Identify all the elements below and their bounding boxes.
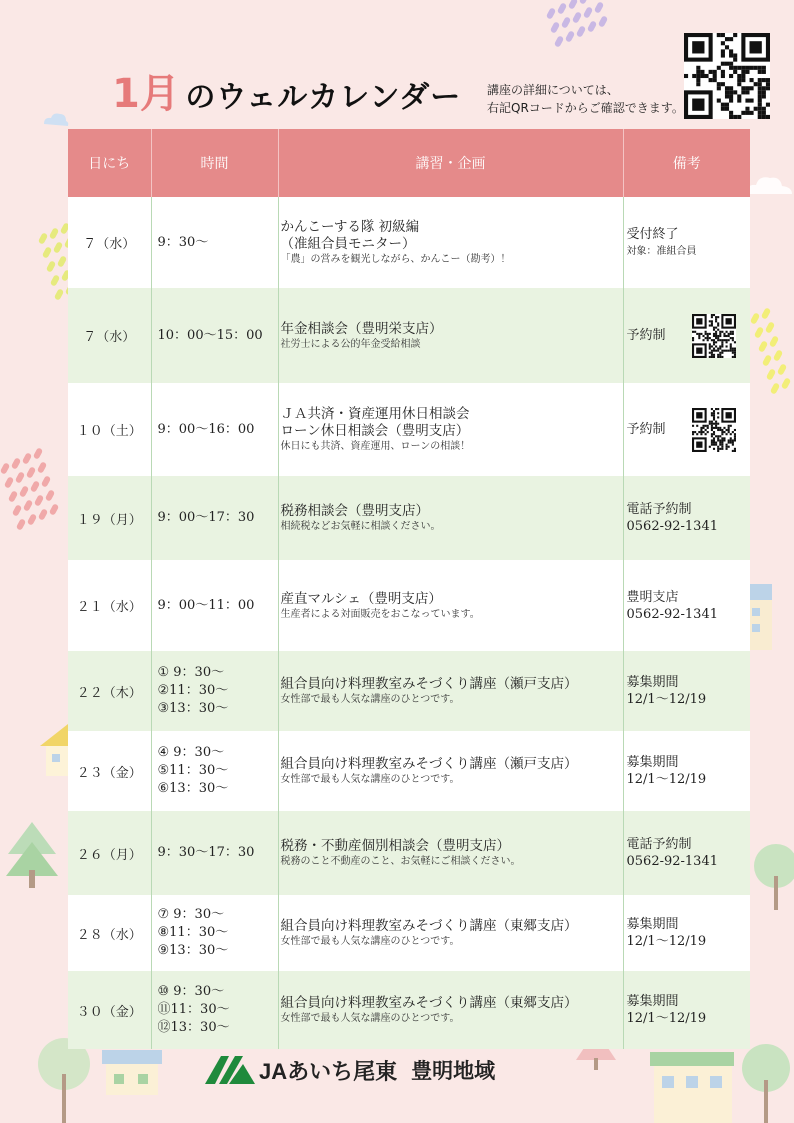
cell-event: [278, 383, 623, 476]
decorative-dot: [754, 326, 764, 339]
decorative-dot: [49, 503, 59, 516]
cell-event: [278, 197, 623, 288]
decorative-dot: [762, 354, 772, 367]
time-text: ⑩ 9：30～ ⑪11：30～ ⑫13：30～: [157, 984, 230, 1035]
note-sub: 12/1～12/19: [626, 772, 707, 787]
qr-code-icon[interactable]: [692, 314, 736, 358]
table-row: [68, 651, 750, 731]
decorative-dot: [557, 2, 567, 15]
decorative-dot: [30, 480, 40, 493]
time-text: 9：30～17：30: [157, 845, 255, 860]
decorative-dot: [770, 382, 780, 395]
event-title: 組合員向け料理教室みそづくり講座（東郷支店）: [280, 995, 578, 1011]
decorative-dot: [41, 475, 51, 488]
cell-event: [278, 288, 623, 383]
table-row: [68, 288, 750, 383]
decorative-dot: [16, 518, 26, 531]
decorative-dot: [54, 288, 64, 301]
qr-pattern: [692, 314, 736, 358]
cell-time: [151, 560, 278, 651]
decorative-dot: [594, 1, 604, 14]
decorative-dot: [750, 312, 760, 325]
time-text: 9：00～16：00: [157, 421, 255, 437]
decorative-dot: [568, 0, 578, 10]
ja-logo-icon: [205, 1054, 255, 1086]
table-row: [68, 476, 750, 560]
decorative-dot: [598, 15, 608, 28]
note-sub: 0562-92-1341: [626, 854, 718, 869]
decorative-dot: [546, 7, 556, 20]
event-title: 税務相談会（豊明支店）: [280, 503, 429, 519]
decorative-dot: [572, 11, 582, 24]
house-bottom-left-icon: [100, 1050, 164, 1095]
table-row: [68, 383, 750, 476]
decorative-dot: [587, 20, 597, 33]
time-text: 9：00～17：30: [157, 510, 255, 525]
decorative-dot: [27, 513, 37, 526]
time-text: 10：00～15：00: [157, 327, 263, 343]
decorative-dot: [4, 476, 14, 489]
event-title: 年金相談会（豊明栄支店）: [280, 320, 443, 337]
note-main: 予約制: [626, 328, 666, 343]
event-title: ＪＡ共済・資産運用休日相談会 ローン休日相談会（豊明支店）: [280, 406, 470, 439]
footer-region: 豊明地域: [411, 1059, 496, 1083]
calendar-table: [68, 129, 750, 1049]
time-text: ① 9：30～ ②11：30～ ③13：30～: [157, 665, 229, 716]
note-main: 募集期間: [626, 994, 679, 1009]
cell-event: [278, 560, 623, 651]
note-sub: 対象：准組合員: [626, 245, 697, 257]
table-row: [68, 811, 750, 895]
header-time: 時間: [151, 129, 278, 197]
title-month: 1月: [112, 71, 180, 117]
decorative-dot: [554, 35, 564, 48]
cell-day: ２３（金）: [68, 731, 151, 811]
tree-right-icon: [752, 842, 794, 912]
note-sub: 0562-92-1341: [626, 519, 718, 534]
note-main: 募集期間: [626, 755, 679, 770]
qr-note-line2: 右記QRコードからご確認できます。: [487, 101, 684, 115]
decorative-dot: [57, 255, 67, 268]
table-row: [68, 895, 750, 971]
cell-time: [151, 383, 278, 476]
footer-logo: [205, 1054, 495, 1086]
cell-time: [151, 811, 278, 895]
qr-code-icon[interactable]: [692, 408, 736, 452]
time-text: ④ 9：30～ ⑤11：30～ ⑥13：30～: [157, 745, 229, 796]
event-description: 「農」の営みを観光しながら、かんこー（勘考）！: [280, 254, 511, 265]
qr-code-icon[interactable]: [684, 33, 770, 119]
event-title: 税務・不動産個別相談会（豊明支店）: [280, 838, 510, 854]
decorative-dot: [769, 335, 779, 348]
decorative-dot: [53, 241, 63, 254]
cell-note: [623, 288, 750, 383]
event-description: 生産者による対面販売をおこなっています。: [280, 608, 480, 620]
cell-day: ２６（月）: [68, 811, 151, 895]
event-description: 女性部で最も人気な講座のひとつです。: [280, 936, 460, 947]
decorative-dot: [46, 260, 56, 273]
time-text: 9：30～: [157, 234, 209, 250]
note-main: 募集期間: [626, 917, 679, 932]
decorative-dot: [0, 462, 10, 475]
note-sub: 12/1～12/19: [626, 1011, 707, 1026]
decorative-dot: [765, 321, 775, 334]
header-event: 講習・企画: [278, 129, 623, 197]
table-row: [68, 731, 750, 811]
event-title: かんこーする隊 初級編 （准組合員モニター）: [280, 219, 420, 252]
cell-day: ３０（金）: [68, 971, 151, 1049]
tree-bottom-right-icon: [738, 1040, 794, 1123]
time-text: 9：00～11：00: [157, 597, 255, 613]
decorative-dot: [49, 227, 59, 240]
qr-note-line1: 講座の詳細については、: [487, 83, 619, 97]
cell-event: [278, 971, 623, 1049]
note-main: 募集期間: [626, 675, 679, 690]
event-title: 産直マルシェ（豊明支店）: [280, 590, 442, 607]
cell-note: [623, 383, 750, 476]
decorative-dot: [561, 16, 571, 29]
decorative-dot: [773, 349, 783, 362]
cell-day: １９（月）: [68, 476, 151, 560]
note-main: 受付終了: [626, 226, 679, 242]
decorative-dot: [50, 274, 60, 287]
event-title: 組合員向け料理教室みそづくり講座（瀬戸支店）: [280, 756, 578, 772]
decorative-dot: [8, 490, 18, 503]
event-description: 社労士による公的年金受給相談: [280, 338, 421, 350]
decorative-dot: [766, 368, 776, 381]
qr-note: [487, 81, 684, 117]
table-row: [68, 197, 750, 288]
cell-day: ２８（水）: [68, 895, 151, 971]
decorative-dot: [761, 307, 771, 320]
decorative-dot: [33, 447, 43, 460]
house-bottom-right-icon: [650, 1052, 736, 1123]
decorative-dot: [38, 508, 48, 521]
event-description: 休日にも共済、資産運用、ローンの相談！: [280, 441, 471, 452]
house-left-icon: [40, 724, 70, 776]
note-main: 電話予約制: [626, 502, 692, 517]
decorative-dot: [12, 504, 22, 517]
table-row: [68, 971, 750, 1049]
qr-pattern: [684, 33, 770, 119]
decorative-dot: [19, 485, 29, 498]
header-note: 備考: [623, 129, 750, 197]
decorative-dot: [777, 363, 787, 376]
event-title: 組合員向け料理教室みそづくり講座（東郷支店）: [280, 918, 578, 934]
table-row: [68, 560, 750, 651]
cell-time: [151, 971, 278, 1049]
decorative-dot: [22, 452, 32, 465]
cell-time: [151, 476, 278, 560]
decorative-dot: [38, 232, 48, 245]
event-description: 女性部で最も人気な講座のひとつです。: [280, 774, 460, 785]
page-title: [112, 62, 461, 119]
cell-note: [623, 971, 750, 1049]
cell-note: [623, 476, 750, 560]
cell-day: ７（水）: [68, 288, 151, 383]
decorative-dot: [26, 466, 36, 479]
footer-brand: JAあいち尾東: [259, 1058, 398, 1084]
cell-note: [623, 895, 750, 971]
event-description: 税務のこと不動産のこと、お気軽にご相談ください。: [280, 856, 521, 867]
decorative-dot: [583, 6, 593, 19]
event-title: 組合員向け料理教室みそづくり講座（瀬戸支店）: [280, 676, 578, 692]
cell-event: [278, 731, 623, 811]
cell-day: １０（土）: [68, 383, 151, 476]
cell-event: [278, 476, 623, 560]
cell-note: [623, 731, 750, 811]
cell-day: ２２（木）: [68, 651, 151, 731]
cloud-left-icon: [40, 110, 70, 130]
cell-time: [151, 895, 278, 971]
cell-time: [151, 288, 278, 383]
cell-day: ２１（水）: [68, 560, 151, 651]
decorative-dot: [576, 25, 586, 38]
decorative-dot: [23, 499, 33, 512]
note-main: 電話予約制: [626, 837, 692, 852]
event-description: 女性部で最も人気な講座のひとつです。: [280, 1013, 460, 1024]
house-right-icon: [748, 584, 794, 650]
decorative-dot: [15, 471, 25, 484]
cell-note: [623, 197, 750, 288]
cell-time: [151, 731, 278, 811]
event-description: 相続税などお気軽に相談ください。: [280, 521, 441, 532]
decorative-dot: [758, 340, 768, 353]
qr-pattern: [692, 408, 736, 452]
decorative-dot: [579, 0, 589, 5]
cell-event: [278, 811, 623, 895]
cell-time: [151, 197, 278, 288]
title-text: のウェルカレンダー: [185, 80, 462, 115]
cell-note: [623, 651, 750, 731]
decorative-dot: [37, 461, 47, 474]
cell-note: [623, 560, 750, 651]
cell-event: [278, 651, 623, 731]
decorative-dot: [565, 30, 575, 43]
note-sub: 12/1～12/19: [626, 692, 707, 707]
decorative-dot: [11, 457, 21, 470]
decorative-dot: [45, 489, 55, 502]
note-sub: 0562-92-1341: [626, 606, 718, 622]
decorative-dot: [781, 377, 791, 390]
note-main: 豊明支店: [626, 589, 679, 605]
cell-time: [151, 651, 278, 731]
note-main: 予約制: [626, 422, 666, 437]
cell-day: ７（水）: [68, 197, 151, 288]
tree-left-icon: [4, 820, 60, 890]
note-sub: 12/1～12/19: [626, 934, 707, 949]
cell-event: [278, 895, 623, 971]
time-text: ⑦ 9：30～ ⑧11：30～ ⑨13：30～: [157, 907, 229, 958]
decorative-dot: [550, 21, 560, 34]
decorative-dot: [42, 246, 52, 259]
cell-note: [623, 811, 750, 895]
header-day: 日にち: [68, 129, 151, 197]
table-header-row: [68, 129, 750, 197]
decorative-dot: [34, 494, 44, 507]
event-description: 女性部で最も人気な講座のひとつです。: [280, 694, 460, 705]
